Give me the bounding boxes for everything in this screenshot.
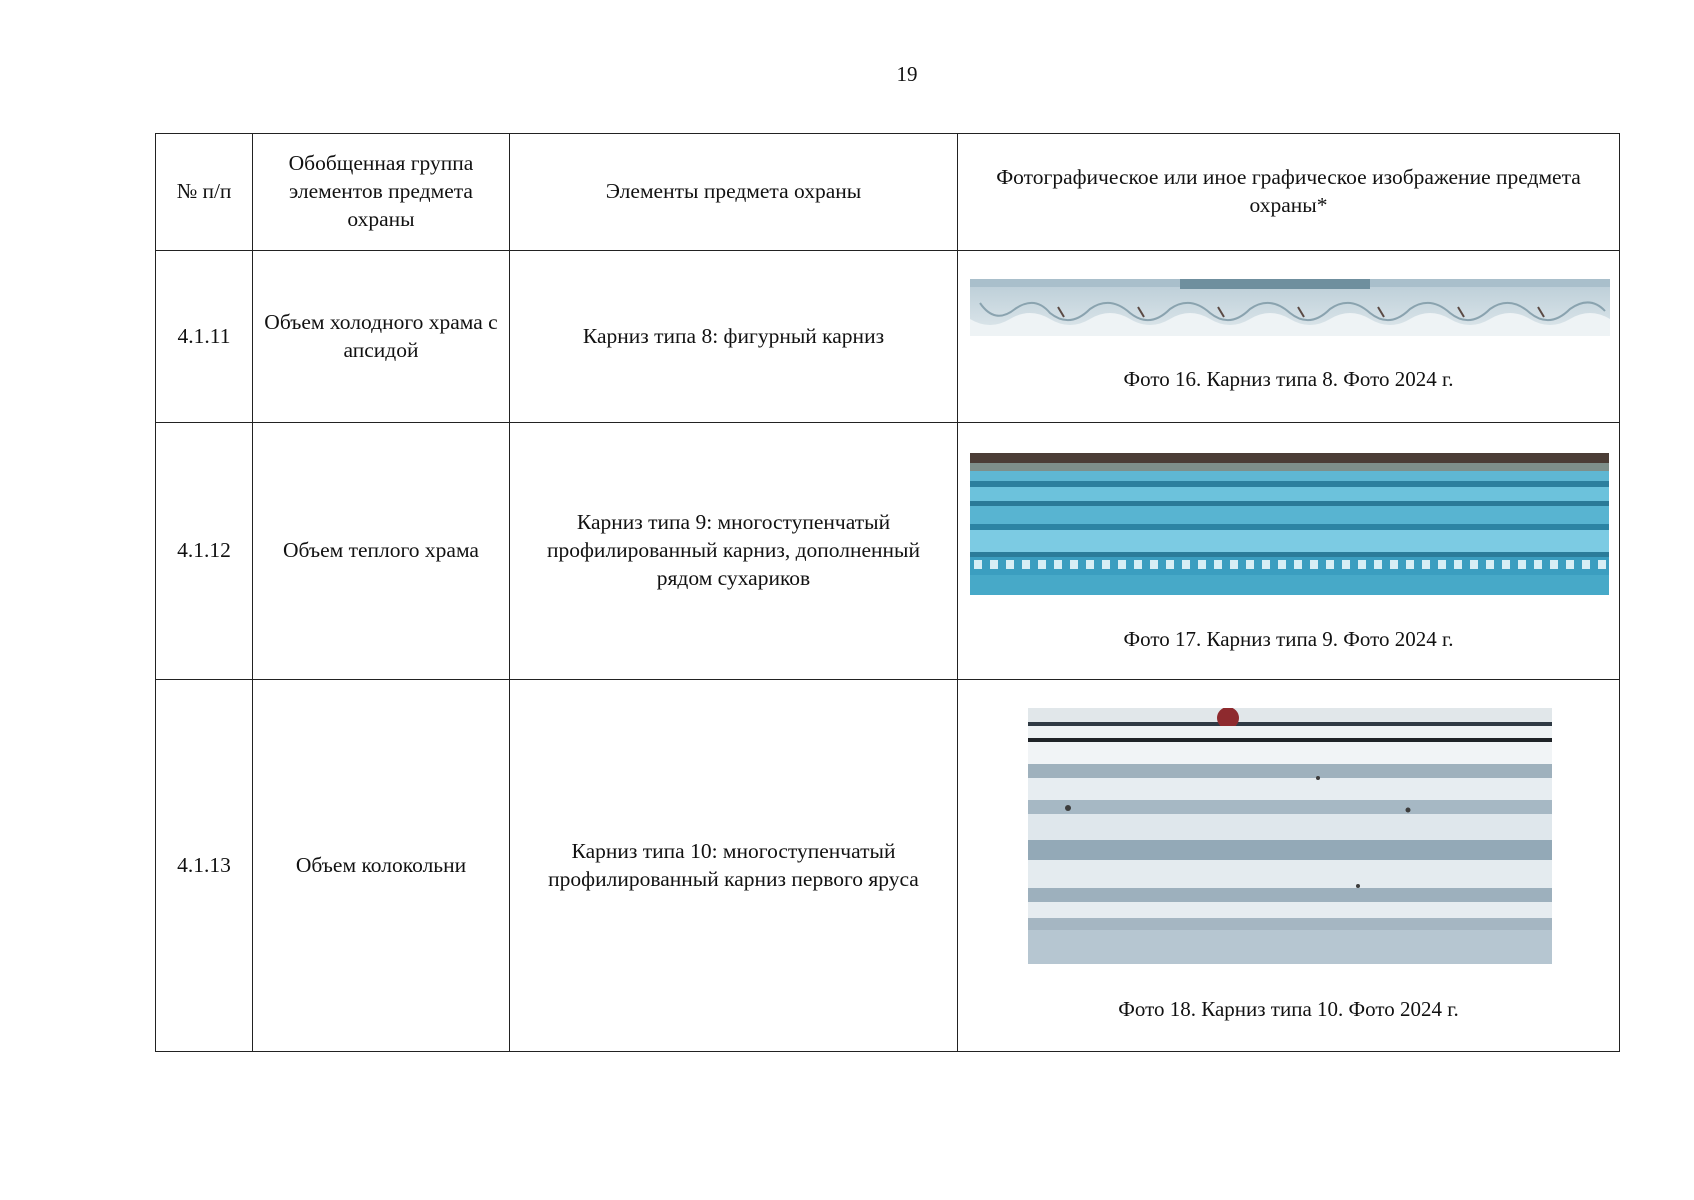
- row-photo-cell: [958, 423, 1620, 680]
- header-image: Фотографическое или иное графическое изображение предмета охраны*: [958, 134, 1620, 251]
- row-number: 4.1.13: [156, 680, 253, 1052]
- row-photo-cell: [958, 680, 1620, 1052]
- row-number: 4.1.12: [156, 423, 253, 680]
- row-group: Объем холодного храма с апсидой: [253, 251, 510, 423]
- photo-caption: Фото 18. Карниз типа 10. Фото 2024 г.: [1118, 997, 1459, 1021]
- table-row: [156, 251, 1620, 423]
- row-number: 4.1.11: [156, 251, 253, 423]
- row-element: Карниз типа 10: многоступенчатый профилированный карниз первого яруса: [510, 680, 958, 1052]
- cornice-photo-18: [1028, 708, 1552, 964]
- page-number: 19: [896, 62, 918, 86]
- table-row: [156, 423, 1620, 680]
- header-number: № п/п: [156, 134, 253, 251]
- header-group: Обобщенная группа элементов предмета охраны: [253, 134, 510, 251]
- table-header-row: [156, 134, 1620, 251]
- cornice-photo-16: [970, 279, 1610, 336]
- row-element: Карниз типа 9: многоступенчатый профилированный карниз, дополненный рядом сухариков: [510, 423, 958, 680]
- row-photo-cell: [958, 251, 1620, 423]
- header-elements: Элементы предмета охраны: [510, 134, 958, 251]
- photo-caption: Фото 16. Карниз типа 8. Фото 2024 г.: [1123, 367, 1454, 391]
- cornice-photo-17: [970, 453, 1609, 595]
- row-element: Карниз типа 8: фигурный карниз: [510, 251, 958, 423]
- table-row: [156, 680, 1620, 1052]
- row-group: Объем теплого храма: [253, 423, 510, 680]
- protection-table: [155, 133, 1620, 1052]
- photo-caption: Фото 17. Карниз типа 9. Фото 2024 г.: [1123, 627, 1454, 651]
- row-group: Объем колокольни: [253, 680, 510, 1052]
